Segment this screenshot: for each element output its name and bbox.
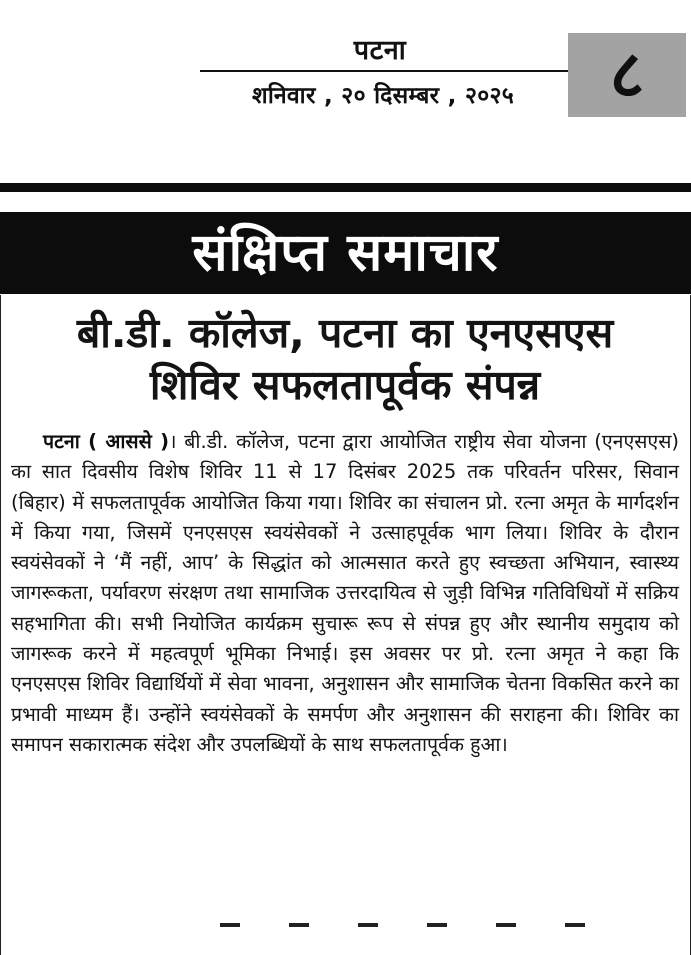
story-dateline: पटना ( आससे )	[43, 430, 170, 453]
masthead-city: पटना	[353, 35, 407, 66]
story-headline	[9, 307, 681, 411]
cut-off-text-fragment	[289, 923, 309, 930]
news-story	[0, 295, 691, 955]
section-top-rule	[0, 183, 691, 192]
story-body-text: । बी.डी. कॉलेज, पटना द्वारा आयोजित राष्ट्रीय सेवा योजना (एनएसएस) का सात दिवसीय विशेष शिविर 11 से 17 दिसंबर 2025 तक परिवर्तन परिसर, सिवान (बिहार) में सफलतापूर्वक आयोजित किया गया। शिविर का संचालन प्रो. रत्ना अमृत के मार्गदर्शन में किया गया, जिसमें एनएसएस स्वयंसेवकों ने उत्साहपूर्वक भाग लिया। शिविर के दौरान स्वयंसेवकों ने ‘मैं नहीं, आप’ के सिद्धांत को आत्मसात करते हुए स्वच्छता अभियान, स्वास्थ्य जागरूकता, पर्यावरण संरक्षण तथा सामाजिक उत्तरदायित्व से जुड़ी विभिन्न गतिविधियों में सक्रिय सहभागिता की। सभी नियोजित कार्यक्रम सुचारू रूप से संपन्न हुए और स्थानीय समुदाय को जागरूक करने में महत्वपूर्ण भूमिका निभाई। इस अवसर पर प्रो. रत्ना अमृत ने कहा कि एनएसएस शिविर विद्यार्थियों में सेवा भावना, अनुशासन और सामाजिक चेतना विकसित करने का प्रभावी माध्यम हैं। उन्होंने स्वयंसेवकों के समर्पण और अनुशासन की सराहना की। शिविर का समापन सकारात्मक संदेश और उपलब्धियों के साथ सफलतापूर्वक हुआ।	[11, 430, 680, 756]
cut-off-text-fragment	[565, 923, 585, 930]
headline-line-2: शिविर सफलतापूर्वक संपन्न	[149, 361, 541, 409]
story-body	[11, 427, 679, 760]
cut-off-text-fragment	[427, 923, 447, 930]
section-banner: संक्षिप्त समाचार	[0, 212, 691, 294]
masthead	[0, 0, 691, 130]
masthead-divider	[200, 70, 568, 72]
headline-line-1: बी.डी. कॉलेज, पटना का एनएसएस	[76, 309, 614, 357]
cut-off-text-fragment	[358, 923, 378, 930]
next-headline-edge	[220, 918, 640, 930]
masthead-date: शनिवार , २० दिसम्बर , २०२५	[251, 83, 515, 109]
cut-off-text-fragment	[220, 923, 240, 930]
cut-off-text-fragment	[496, 923, 516, 930]
page-number-box	[568, 33, 686, 117]
page-number: ८	[609, 36, 645, 113]
